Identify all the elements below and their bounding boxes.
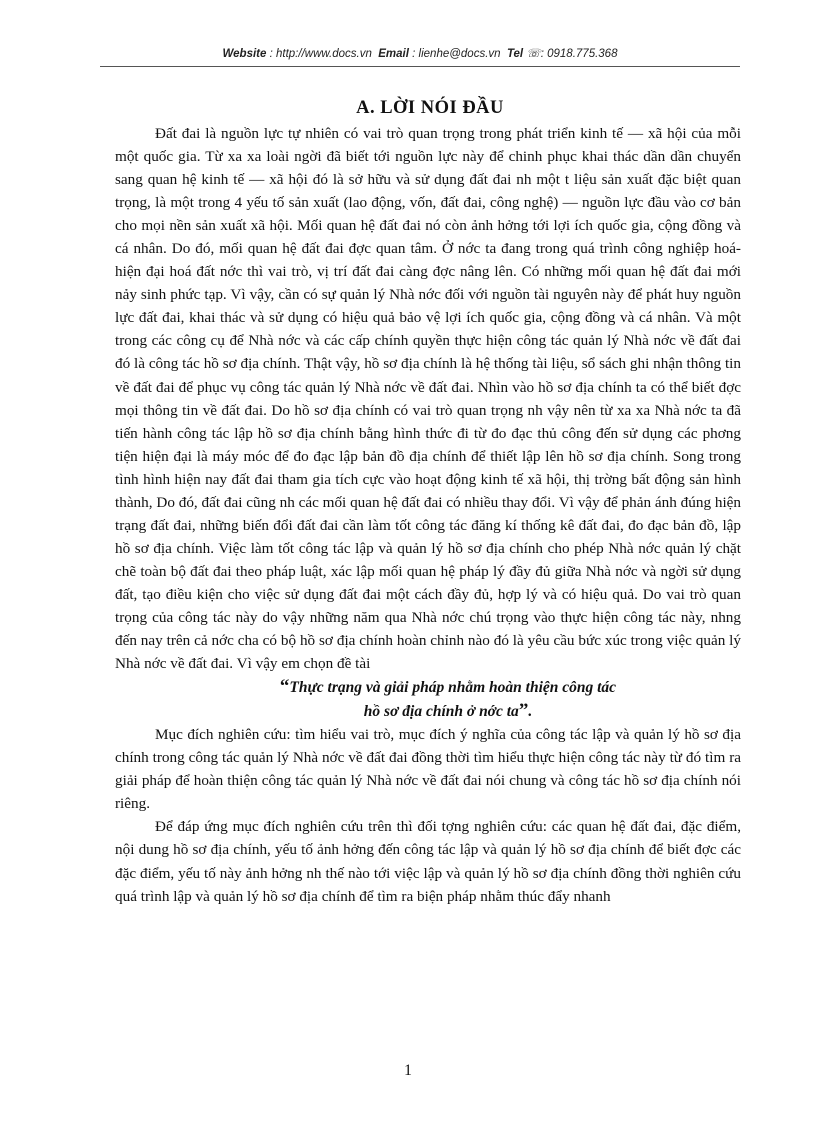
topic-period: . [528, 703, 533, 721]
tel-label: Tel [506, 48, 524, 60]
page-title: A. LỜI NÓI ĐẦU [356, 98, 504, 118]
page-header [100, 46, 740, 60]
topic-open-quote: “ [279, 676, 290, 698]
paragraph-intro: Đất đai là nguồn lực tự nhiên có vai trò quan trọng trong phát triển kinh tế — xã hội của mỗi một quốc gia. Từ xa xa loài ngời đã biết tới nguồn lực này để chinh phục khai thác dần dần chuyển sang quan hệ kinh tế — xã hội đó là sở hữu và sử dụng đất đai nh một t liệu sản xuất đặc biệt quan trọng, là một trong 4 yếu tố sản xuất (lao động, vốn, đất đai, công nghệ) — nguồn lực đầu vào cơ bản cho mọi nền sản xuất xã hội. Mối quan hệ đất đai nó còn ảnh hởng tới lợi ích quốc gia, cộng đồng và cá nhân. Do đó, mối quan hệ đất đai đợc quan tâm. Ở nớc ta đang trong quá trình công nghiệp hoá- hiện đại hoá đất nớc thì vai trò, vị trí đất đai càng đợc nâng lên. Có những mối quan hệ đất đai mới nảy sinh phức tạp. Vì vậy, cần có sự quản lý Nhà nớc đối với nguồn tài nguyên này để phát huy nguồn lực đất đai, khai thác và sử dụng có hiệu quả bảo vệ lợi ích quốc gia, cộng đồng và cá nhân. Và một trong các công cụ để Nhà nớc và các cấp chính quyền thực hiện công tác quản lý Nhà nớc về đất đai đó là công tác hồ sơ địa chính. Thật vậy, hồ sơ địa chính là hệ thống tài liệu, sổ sách ghi nhận thông tin về đất đai để phục vụ công tác quản lý Nhà nớc về đất đai. Nhìn vào hồ sơ địa chính ta có thể biết đợc mọi thông tin về đất đai. Do hồ sơ địa chính có vai trò quan trọng nh vậy nên từ xa xa Nhà nớc ta đã tiến hành công tác lập hồ sơ địa chính bằng hình thức đi từ đo đạc thủ công đến sử dụng các phơng tiện hiện đại là máy móc để đo đạc lập bản đồ địa chính để thiết lập lên hồ sơ địa chính. Song trong tình hình hiện nay đất đai tham gia tích cực vào hoạt động kinh tế xã hội, thị trờng bất động sản hình thành, Do đó, đất đai cũng nh các mối quan hệ đất đai có nhiều thay đổi. Vì vậy để phản ánh đúng hiện trạng đất đai, những biến đổi đất đai cần làm tốt công tác đăng kí thống kê đất đai, đo đạc bản đồ, lập hồ sơ địa chính. Việc làm tốt công tác lập và quản lý hồ sơ địa chính cho phép Nhà nớc quản lý chặt chẽ toàn bộ đất đai theo pháp luật, xác lập mối quan hệ pháp lý đầy đủ giữa Nhà nớc và ngời sử dụng đất, tạo điều kiện cho việc sử dụng đất đai một cách đầy đủ, hợp lý và có hiệu quả. Do vai trò quan trọng của công tác này do vậy những năm qua Nhà nớc chú trọng vào thực hiện công tác này, nhng đến nay trên cả nớc cha có bộ hồ sơ địa chính hoàn chỉnh nào đó là yêu cầu bức xúc trong việc quản lý Nhà nớc về đất đai. Vì vậy em chọn đề tài [115, 125, 741, 673]
paragraph-purpose: Mục đích nghiên cứu: tìm hiểu vai trò, mục đích ý nghĩa của công tác lập và quản lý hồ sơ địa chính trong công tác quản lý Nhà nớc về đất đai đồng thời tìm hiểu thực hiện công tác này từ đó tìm ra giải pháp để hoàn thiện công tác quản lý Nhà nớc về đất đai nói chung và công tác hồ sơ địa chính nói riêng. [115, 726, 741, 813]
topic-line-1-text: Thực trạng và giải pháp nhằm hoàn thiện công tác [289, 679, 617, 697]
website-value: : http://www.docs.vn [269, 48, 372, 60]
document-body [115, 122, 741, 908]
website-label: Website [222, 48, 267, 60]
tel-value: : 0918.775.368 [540, 48, 618, 60]
paragraph-subject: Để đáp ứng mục đích nghiên cứu trên thì đối tợng nghiên cứu: các quan hệ đất đai, đặc điểm, nội dung hồ sơ địa chính, yếu tố ảnh hởng đến công tác lập và quản lý hồ sơ địa chính để biết đợc các đặc điểm, yếu tố này ảnh hởng nh thế nào tới việc lập và quản lý hồ sơ địa chính đồng thời nghiên cứu quá trình lập và quản lý hồ sơ địa chính để tìm ra biện pháp nhằm thúc đẩy nhanh [115, 818, 741, 905]
header-divider [100, 66, 740, 67]
topic-line-1 [115, 675, 741, 699]
topic-line-2 [115, 699, 741, 723]
topic-close-quote: ” [518, 700, 529, 722]
topic-line-2-text: hồ sơ địa chính ở nớc ta [363, 703, 519, 721]
phone-icon: ☏ [526, 48, 541, 60]
email-label: Email [378, 48, 409, 60]
page-number: 1 [404, 1062, 412, 1079]
email-value: : lienhe@docs.vn [412, 48, 501, 60]
